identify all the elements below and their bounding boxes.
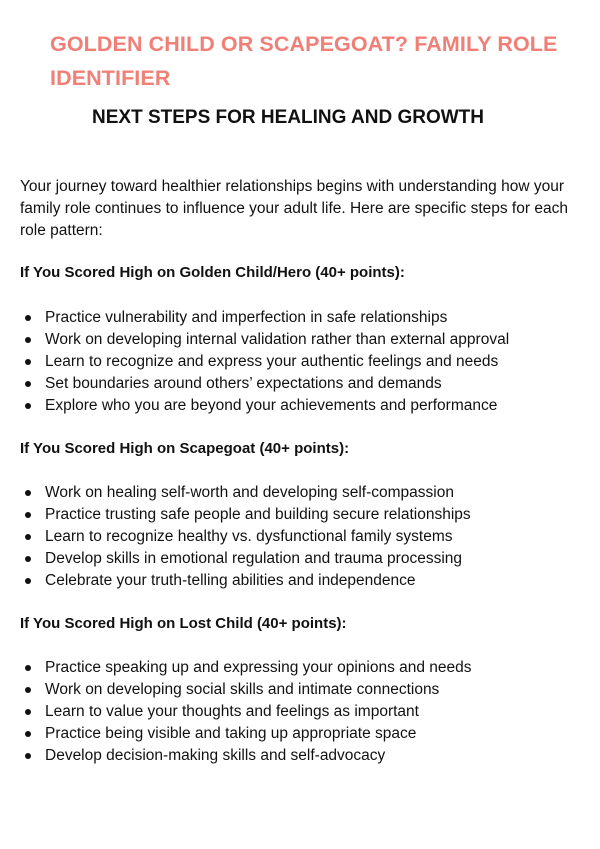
list-item: Celebrate your truth-telling abilities and independence bbox=[20, 570, 590, 592]
list-item: Work on healing self-worth and developing self-compassion bbox=[20, 482, 590, 504]
section-heading-scapegoat: If You Scored High on Scapegoat (40+ points): bbox=[20, 440, 350, 457]
list-item: Learn to recognize and express your authentic feelings and needs bbox=[20, 351, 590, 373]
list-item: Work on developing social skills and intimate connections bbox=[20, 679, 590, 701]
page-title: GOLDEN CHILD OR SCAPEGOAT? FAMILY ROLE IDENTIFIER bbox=[50, 32, 558, 90]
list-item: Practice speaking up and expressing your opinions and needs bbox=[20, 657, 590, 679]
list-item: Practice vulnerability and imperfection in safe relationships bbox=[20, 307, 590, 329]
list-item: Work on developing internal validation rather than external approval bbox=[20, 329, 590, 351]
section-heading-lost-child: If You Scored High on Lost Child (40+ points): bbox=[20, 615, 347, 632]
list-item: Set boundaries around others’ expectations and demands bbox=[20, 373, 590, 395]
list-item: Develop decision-making skills and self-advocacy bbox=[20, 745, 590, 767]
list-item: Develop skills in emotional regulation and trauma processing bbox=[20, 548, 590, 570]
page-subtitle: NEXT STEPS FOR HEALING AND GROWTH bbox=[92, 107, 484, 128]
scapegoat-steps-list bbox=[20, 482, 590, 592]
list-item: Explore who you are beyond your achievements and performance bbox=[20, 395, 590, 417]
intro-paragraph: Your journey toward healthier relationships begins with understanding how your family role continues to influence your adult life. Here are specific steps for each role pattern: bbox=[20, 178, 568, 239]
section-heading-golden-child: If You Scored High on Golden Child/Hero (40+ points): bbox=[20, 264, 405, 281]
lost-child-steps-list bbox=[20, 657, 590, 767]
list-item: Practice trusting safe people and building secure relationships bbox=[20, 504, 590, 526]
list-item: Learn to value your thoughts and feelings as important bbox=[20, 701, 590, 723]
golden-child-steps-list bbox=[20, 307, 590, 417]
list-item: Practice being visible and taking up appropriate space bbox=[20, 723, 590, 745]
list-item: Learn to recognize healthy vs. dysfunctional family systems bbox=[20, 526, 590, 548]
